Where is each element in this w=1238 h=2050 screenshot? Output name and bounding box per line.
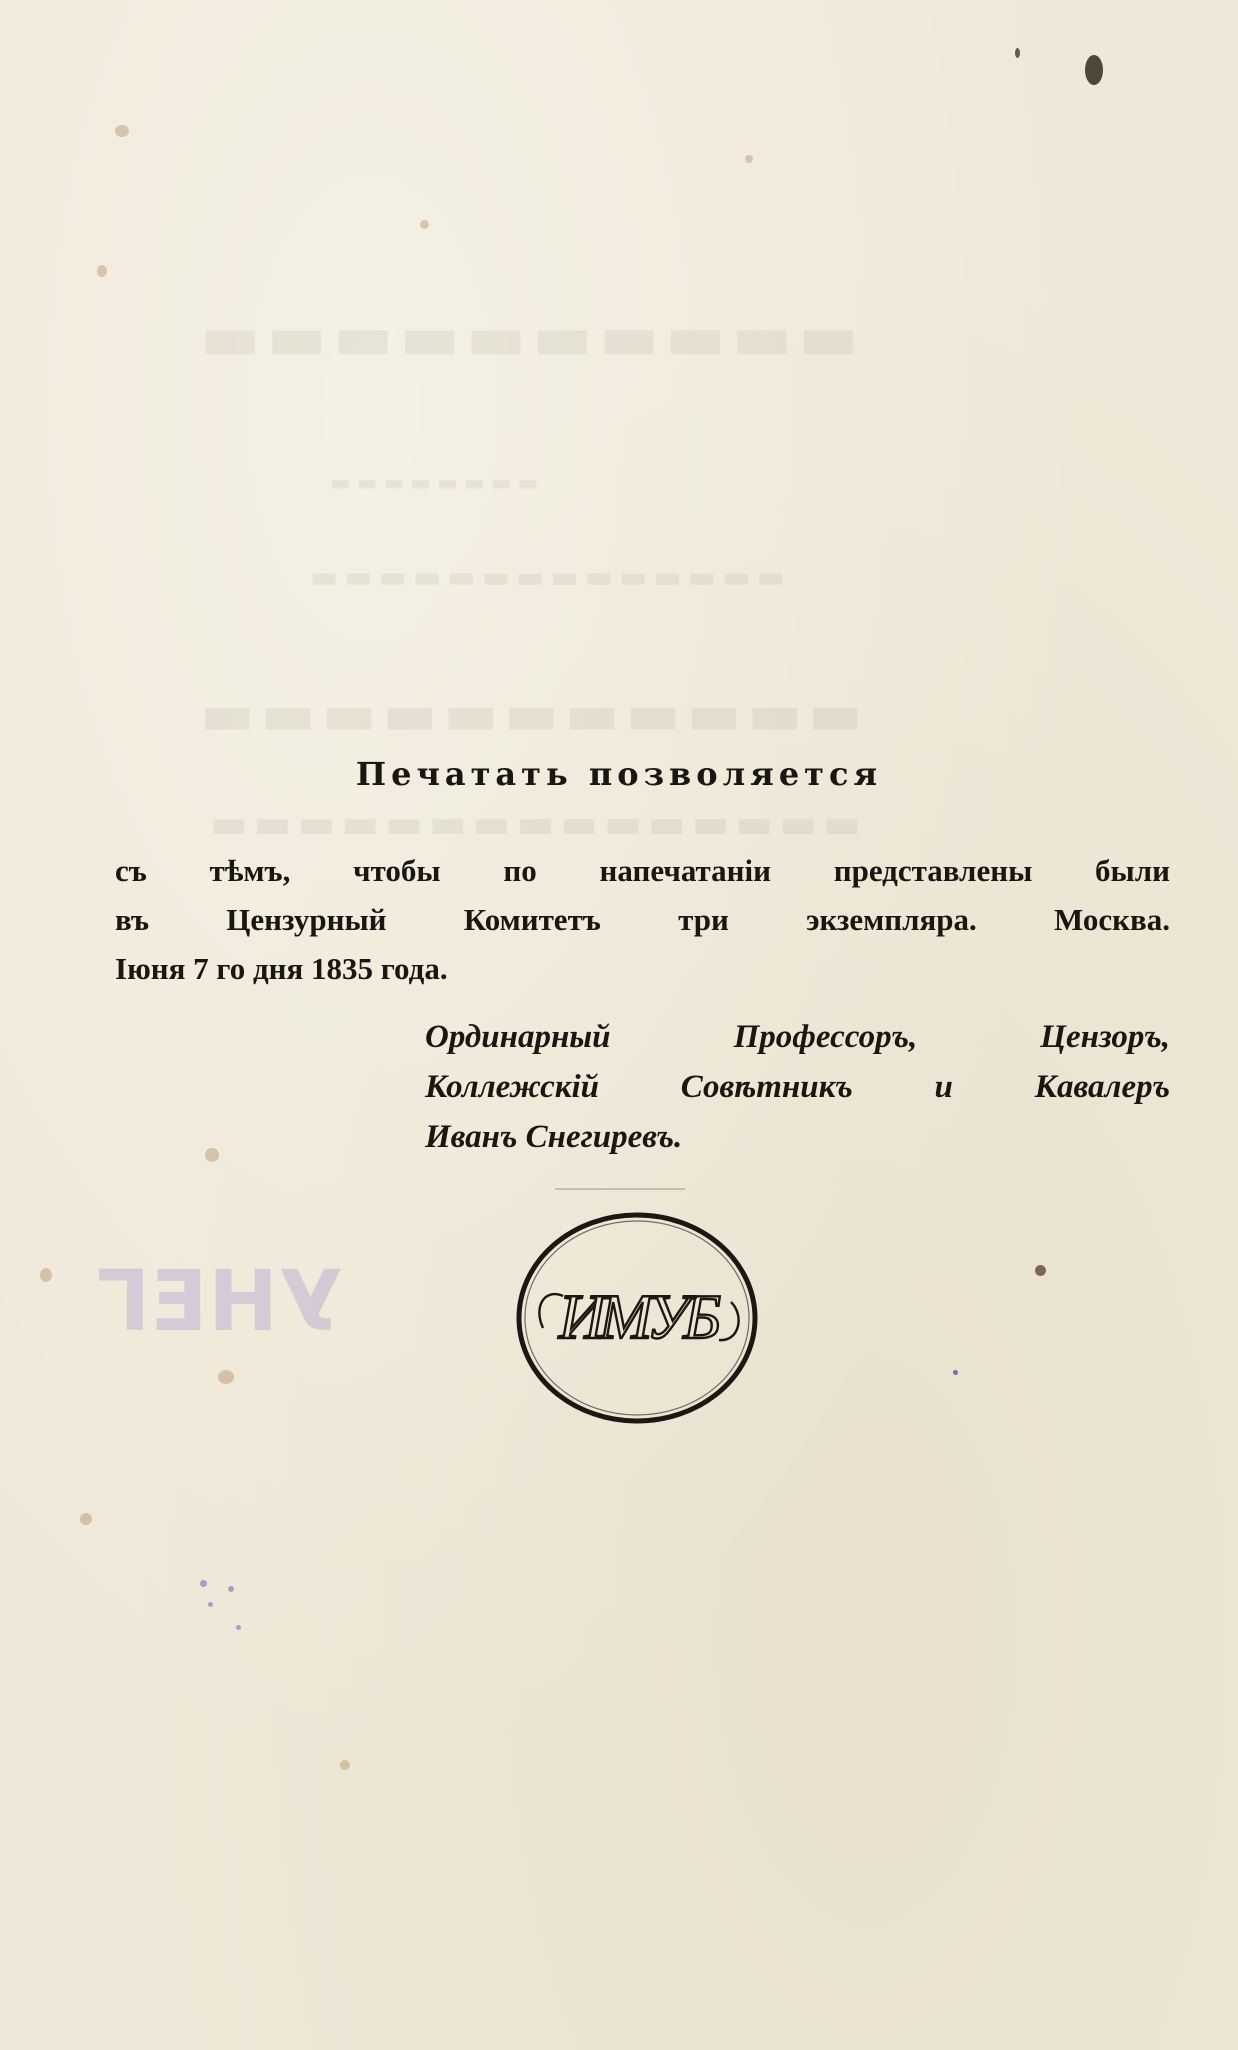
censorship-approval-text <box>115 846 1170 993</box>
foxing-spot <box>115 125 129 137</box>
foxing-spot <box>97 265 107 277</box>
foxing-spot <box>40 1268 52 1282</box>
ink-dot <box>228 1586 234 1592</box>
foxing-spot <box>340 1760 350 1770</box>
bleed-through-title: ▬▬▬▬▬▬▬▬▬▬ <box>200 300 865 375</box>
signature-line: Иванъ Снегиревъ. <box>425 1119 683 1155</box>
library-stamp-text: УНЕГ <box>97 1252 343 1350</box>
foxing-spot <box>745 155 753 163</box>
ink-dot <box>953 1370 958 1375</box>
foxing-spot <box>1035 1265 1046 1276</box>
ink-dot <box>200 1580 207 1587</box>
monogram-text: ИМУБ <box>558 1281 716 1352</box>
foxing-spot <box>80 1513 92 1525</box>
censor-signature <box>425 1012 1170 1162</box>
bleed-through-line: ▬▬▬▬▬▬▬▬ <box>330 470 545 496</box>
body-line: въ Цензурный Комитетъ три экземпляра. Москва. <box>115 902 1170 937</box>
body-line: Іюня 7 го дня 1835 года. <box>115 951 448 986</box>
approval-heading: Печатать позволяется <box>355 755 883 793</box>
signature-line: Коллежскій Совѣтникъ и Кавалеръ <box>425 1069 1170 1105</box>
signature-line: Ординарный Профессоръ, Цензоръ, <box>425 1019 1170 1055</box>
foxing-spot <box>1015 48 1020 58</box>
foxing-spot <box>205 1148 219 1162</box>
bleed-through-line: ▬▬▬▬▬▬▬▬▬▬▬▬▬▬▬ <box>210 800 867 847</box>
bleed-through-line: ▬▬▬▬▬▬▬▬▬▬▬▬▬▬ <box>310 560 791 595</box>
foxing-spot <box>420 220 429 229</box>
body-line: съ тѣмъ, чтобы по напечатаніи представлены были <box>115 853 1170 888</box>
divider-rule <box>555 1188 685 1190</box>
foxing-spot <box>1085 55 1103 85</box>
library-stamp <box>70 1245 370 1365</box>
monogram-stamp <box>513 1210 763 1425</box>
ink-dot <box>236 1625 241 1630</box>
ink-dot <box>208 1602 213 1607</box>
foxing-spot <box>218 1370 234 1384</box>
bleed-through-line: ▬▬▬▬▬▬▬▬▬▬▬ <box>200 680 869 748</box>
monogram-flourish <box>719 1302 739 1340</box>
